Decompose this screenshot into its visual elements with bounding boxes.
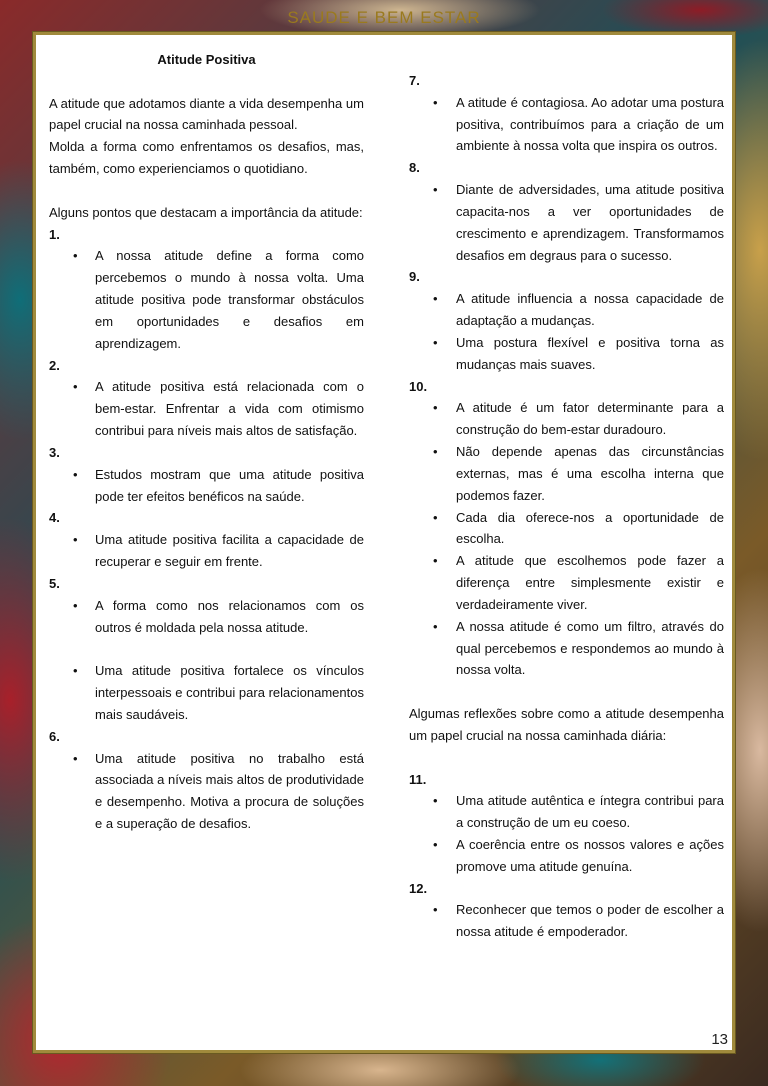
right-column xyxy=(409,70,724,943)
bullet-item: • A coerência entre os nossos valores e ações promove uma atitude genuína. xyxy=(409,834,724,878)
bullet-item: • Uma atitude autêntica e íntegra contribui para a construção de um eu coeso. xyxy=(409,790,724,834)
blank-line xyxy=(409,681,724,703)
list-number: 9. xyxy=(409,269,420,285)
list-number: 3. xyxy=(49,444,60,460)
left-column xyxy=(49,49,364,835)
list-number: 4. xyxy=(49,510,60,526)
bullet-item: • Diante de adversidades, uma atitude positiva capacita-nos a ver oportunidades de crescimento e aprendizagem. Transformamos desafios em degraus para o sucesso. xyxy=(409,179,724,266)
bullet-item: • A nossa atitude é como um filtro, através do qual percebemos e respondemos ao mundo à nossa volta. xyxy=(409,616,724,681)
bullet-item: • Uma atitude positiva no trabalho está associada a níveis mais altos de produtividade e desempenho. Motiva a procura de soluções e a superação de desafios. xyxy=(49,748,364,835)
bullet-item: • Não depende apenas das circunstâncias externas, mas é uma escolha interna que podemos fazer. xyxy=(409,441,724,506)
bullet-item: • Reconhecer que temos o poder de escolher a nossa atitude é empoderador. xyxy=(409,899,724,943)
bullet-item: • Estudos mostram que uma atitude positiva pode ter efeitos benéficos na saúde. xyxy=(49,464,364,508)
list-number: 5. xyxy=(49,575,60,591)
bullet-item: • A nossa atitude define a forma como percebemos o mundo à nossa volta. Uma atitude positiva pode transformar obstáculos em oportunidades e desafios em aprendizagem. xyxy=(49,245,364,354)
list-number: 8. xyxy=(409,160,420,176)
bullet-item: • A atitude é contagiosa. Ao adotar uma postura positiva, contribuímos para a criação de um ambiente à nossa volta que inspira os outros. xyxy=(409,92,724,157)
paragraph: A atitude que adotamos diante a vida desempenha um papel crucial na nossa caminhada pessoal. xyxy=(49,95,364,133)
bullet-item: • Cada dia oferece-nos a oportunidade de escolha. xyxy=(409,507,724,551)
list-number: 2. xyxy=(49,357,60,373)
list-number: 7. xyxy=(409,73,420,88)
paragraph: Molda a forma como enfrentamos os desafios, mas, também, como experienciamos o quotidiano. xyxy=(49,139,364,177)
bullet-item: • A atitude que escolhemos pode fazer a diferença entre simplesmente existir e verdadeiramente viver. xyxy=(409,550,724,615)
bullet-item: • A atitude positiva está relacionada com o bem-estar. Enfrentar a vida com otimismo contribui para níveis mais altos de satisfação. xyxy=(49,376,364,441)
list-number: 1. xyxy=(49,226,60,242)
list-number: 10. xyxy=(409,378,428,394)
blank-line xyxy=(49,638,364,660)
bullet-item: • A forma como nos relacionamos com os outros é moldada pela nossa atitude. xyxy=(49,595,364,639)
blank-line xyxy=(409,747,724,769)
bullet-item: • Uma postura flexível e positiva torna as mudanças mais suaves. xyxy=(409,332,724,376)
bullet-item: • Uma atitude positiva fortalece os vínculos interpessoais e contribui para relacionamentos mais saudáveis. xyxy=(49,660,364,725)
list-number: 6. xyxy=(49,728,60,744)
paragraph: Alguns pontos que destacam a importância da atitude: xyxy=(49,204,363,220)
paragraph: Algumas reflexões sobre como a atitude desempenha um papel crucial na nossa caminhada diária: xyxy=(409,706,724,743)
page-number: 13 xyxy=(711,1031,728,1048)
blank-line xyxy=(49,180,364,202)
blank-line xyxy=(49,71,364,93)
bullet-item: • A atitude é um fator determinante para a construção do bem-estar duradouro. xyxy=(409,397,724,441)
bullet-item: • Uma atitude positiva facilita a capacidade de recuperar e seguir em frente. xyxy=(49,529,364,573)
section-title: Atitude Positiva xyxy=(157,52,256,67)
bullet-item: • A atitude influencia a nossa capacidade de adaptação a mudanças. xyxy=(409,288,724,332)
header-title: SAUDE E BEM ESTAR xyxy=(287,8,481,27)
list-number: 11. xyxy=(409,771,427,787)
page xyxy=(33,32,735,1053)
list-number: 12. xyxy=(409,880,428,896)
